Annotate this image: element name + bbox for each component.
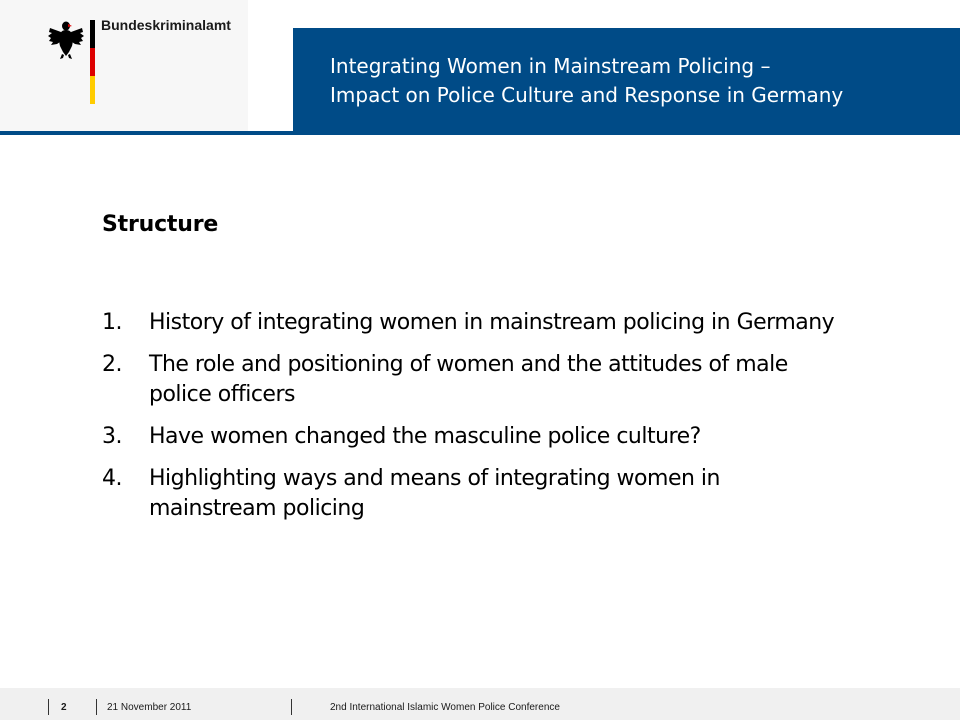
item-text: Have women changed the masculine police culture? (149, 424, 701, 449)
structure-list (102, 308, 842, 536)
item-number: 4. (102, 466, 122, 491)
title-line-1: Integrating Women in Mainstream Policing – (330, 54, 771, 78)
footer-separator (96, 699, 97, 715)
german-flag-stripe (90, 20, 95, 104)
list-item (102, 422, 842, 452)
item-text: History of integrating women in mainstream policing in Germany (149, 310, 835, 335)
footer-separator (291, 699, 292, 715)
footer-date: 21 November 2011 (107, 702, 192, 713)
flag-black (90, 20, 95, 48)
item-text: Highlighting ways and means of integrating women in mainstream policing (149, 466, 720, 521)
page-number: 2 (61, 702, 67, 713)
item-number: 1. (102, 310, 122, 335)
federal-eagle-icon (48, 18, 84, 60)
item-number: 3. (102, 424, 122, 449)
flag-red (90, 48, 95, 76)
section-heading: Structure (102, 212, 219, 237)
footer-separator (48, 699, 49, 715)
org-name: Bundeskriminalamt (101, 17, 231, 33)
title-band (293, 28, 960, 131)
list-item (102, 308, 842, 338)
list-item (102, 464, 842, 524)
logo-block (0, 0, 248, 134)
footer (0, 688, 960, 720)
item-number: 2. (102, 352, 122, 377)
header-rule (0, 131, 960, 135)
flag-gold (90, 76, 95, 104)
list-item (102, 350, 842, 410)
presentation-title (330, 52, 950, 110)
item-text: The role and positioning of women and the attitudes of male police officers (149, 352, 788, 407)
footer-event: 2nd International Islamic Women Police Conference (330, 702, 560, 713)
title-line-2: Impact on Police Culture and Response in Germany (330, 83, 844, 107)
